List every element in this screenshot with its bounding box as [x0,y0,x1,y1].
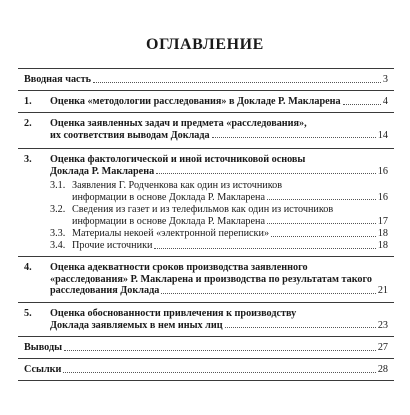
dot-leader [161,292,375,294]
entry-label: Выводы [24,342,63,353]
dot-leader [267,222,376,224]
toc-entry-section-5[interactable] [24,308,388,331]
subsection-number: 3.3. [50,228,66,239]
divider [18,256,394,257]
entry-label: информации в основе Доклада Р. Макларена [72,191,265,203]
toc-entry-section-3[interactable] [24,154,388,177]
entry-label: информации в основе Доклада Р. Макларена [72,215,265,227]
toc-entry-3-3[interactable] [50,228,388,240]
subsection-number: 3.4. [50,240,66,251]
toc-entry-intro[interactable] [24,74,388,86]
entry-label: Прочие источники [72,240,153,251]
divider [18,90,394,91]
entry-label: Материалы некоей «электронной переписки» [72,228,270,239]
entry-page: 18 [377,228,388,239]
divider [18,148,394,149]
entry-label: Доклада Р. Макларена [50,165,155,177]
entry-label: Оценка адекватности сроков производства заявленного [50,262,308,273]
toc-entry-3-2[interactable] [50,204,388,227]
entry-page: 3 [382,74,388,85]
dot-leader [225,326,376,328]
entry-page: 14 [377,129,388,141]
entry-page: 4 [382,96,388,107]
dot-leader [154,247,375,249]
section-number: 3. [24,154,32,165]
divider [18,358,394,359]
dot-leader [212,136,376,138]
entry-page: 27 [377,342,388,353]
divider [18,336,394,337]
divider [18,68,394,69]
entry-label: Оценка «методологии расследования» в Докладе Р. Макларена [50,96,341,107]
entry-label: Заявления Г. Родченкова как один из источников [72,180,283,191]
dot-leader [267,198,376,200]
entry-label: Оценка обоснованности привлечения к производству [50,308,297,319]
entry-page: 28 [377,364,388,375]
toc-entry-section-4[interactable] [24,262,388,297]
dot-leader [63,371,375,373]
entry-label: «расследования» Р. Макларена и производства по результатам такого [50,273,372,285]
divider [18,112,394,113]
entry-page: 21 [377,285,388,297]
entry-label: их соответствия выводам Доклада [50,129,210,141]
dot-leader [156,172,376,174]
entry-label: Оценка фактологической и иной источниковой основы [50,154,306,165]
entry-label: Оценка заявленных задач и предмета «расследования», [50,118,307,129]
entry-page: 18 [377,240,388,251]
entry-page: 16 [377,191,388,203]
dot-leader [93,81,381,83]
entry-label: расследования Доклада [50,285,160,297]
entry-page: 16 [377,165,388,177]
toc-entry-references[interactable] [24,364,388,376]
dot-leader [271,235,376,237]
toc-title: ОГЛАВЛЕНИЕ [146,36,264,53]
subsection-number: 3.1. [50,180,66,191]
toc-entry-3-1[interactable] [50,180,388,203]
dot-leader [343,103,381,105]
entry-page: 23 [377,319,388,331]
entry-label: Доклада заявляемых в нем иных лиц [50,319,223,331]
toc-entry-3-4[interactable] [50,240,388,252]
entry-label: Сведения из газет и из телефильмов как один из источников [72,204,334,215]
section-number: 2. [24,118,32,129]
toc-entry-section-1[interactable] [24,96,388,108]
entry-label: Ссылки [24,364,62,375]
subsection-number: 3.2. [50,204,66,215]
toc-entry-conclusions[interactable] [24,342,388,354]
section-number: 4. [24,262,32,273]
entry-page: 17 [377,215,388,227]
divider [18,380,394,381]
section-number: 1. [24,96,32,107]
section-number: 5. [24,308,32,319]
dot-leader [64,349,376,351]
entry-label: Вводная часть [24,74,91,85]
divider [18,302,394,303]
toc-entry-section-2[interactable] [24,118,388,141]
